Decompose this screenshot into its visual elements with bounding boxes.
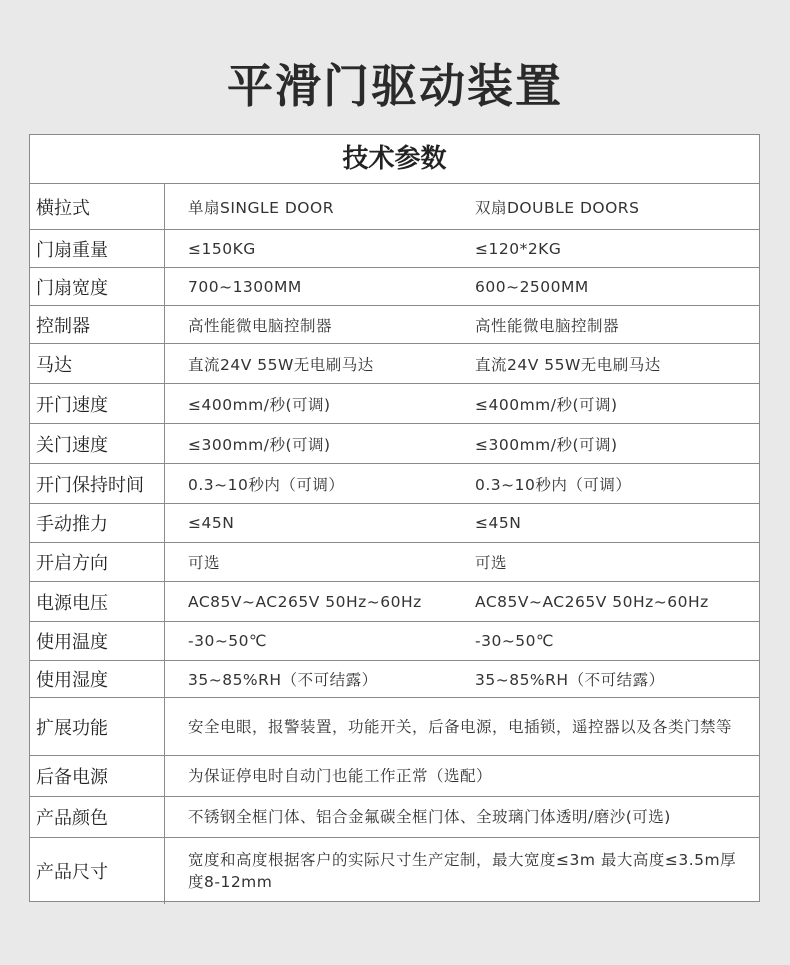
row-label: 横拉式 [30,184,165,229]
row-label: 关门速度 [30,424,165,463]
table-row [30,543,759,582]
single-door-value: ≤400mm/秒(可调) [188,395,331,414]
row-label: 开门保持时间 [30,464,165,503]
single-door-value: ≤150KG [188,239,256,258]
table-row [30,268,759,306]
single-door-value: 单扇SINGLE DOOR [188,198,334,217]
double-door-value: -30~50℃ [475,632,554,650]
table-row [30,661,759,698]
row-label: 开启方向 [30,543,165,581]
row-label: 使用温度 [30,622,165,660]
single-door-value: ≤300mm/秒(可调) [188,435,331,454]
row-value: 宽度和高度根据客户的实际尺寸生产定制，最大宽度≤3m 最大高度≤3.5m厚度8-12mm [188,851,737,891]
row-label: 后备电源 [30,756,165,796]
double-door-value: 0.3~10秒内（可调） [475,475,632,494]
table-row [30,797,759,838]
single-door-value: 700~1300MM [188,277,302,296]
row-label: 手动推力 [30,504,165,542]
table-row [30,582,759,622]
table-row [30,184,759,230]
single-door-value: 可选 [188,554,221,572]
single-door-value: 高性能微电脑控制器 [188,316,333,335]
single-door-value: -30~50℃ [188,632,267,650]
table-row [30,230,759,268]
spec-table [29,134,760,902]
row-label: 开门速度 [30,384,165,423]
row-label: 使用湿度 [30,661,165,697]
table-title: 技术参数 [30,135,759,184]
double-door-value: 高性能微电脑控制器 [475,316,620,335]
double-door-value: ≤300mm/秒(可调) [475,435,618,454]
double-door-value: ≤120*2KG [475,239,562,258]
row-label: 扩展功能 [30,698,165,755]
table-row [30,424,759,464]
row-label: 门扇重量 [30,230,165,267]
row-label: 控制器 [30,306,165,343]
double-door-value: 可选 [475,554,508,572]
row-label: 电源电压 [30,582,165,621]
row-label: 马达 [30,344,165,383]
table-row [30,838,759,904]
single-door-value: ≤45N [188,514,235,532]
single-door-value: 直流24V 55W无电刷马达 [188,355,374,374]
table-row [30,384,759,424]
table-row [30,698,759,756]
single-door-value: AC85V~AC265V 50Hz~60Hz [188,592,422,611]
table-row [30,464,759,504]
single-door-value: 0.3~10秒内（可调） [188,475,345,494]
double-door-value: ≤45N [475,514,522,532]
row-value: 安全电眼，报警装置，功能开关，后备电源，电插锁，遥控器以及各类门禁等 [188,717,733,736]
page-title: 平滑门驱动装置 [227,59,563,113]
double-door-value: 600~2500MM [475,277,589,296]
table-row [30,622,759,661]
table-row [30,306,759,344]
single-door-value: 35~85%RH（不可结露） [188,671,378,689]
double-door-value: AC85V~AC265V 50Hz~60Hz [475,592,709,611]
double-door-value: ≤400mm/秒(可调) [475,395,618,414]
double-door-value: 双扇DOUBLE DOORS [475,198,640,217]
row-label: 产品尺寸 [30,838,165,904]
double-door-value: 直流24V 55W无电刷马达 [475,355,661,374]
row-label: 产品颜色 [30,797,165,837]
row-value: 不锈钢全框门体、铝合金氟碳全框门体、全玻璃门体透明/磨沙(可选) [188,808,671,826]
row-label: 门扇宽度 [30,268,165,305]
double-door-value: 35~85%RH（不可结露） [475,671,665,689]
row-value: 为保证停电时自动门也能工作正常（选配） [188,767,493,785]
table-row [30,504,759,543]
table-row [30,344,759,384]
table-row [30,756,759,797]
